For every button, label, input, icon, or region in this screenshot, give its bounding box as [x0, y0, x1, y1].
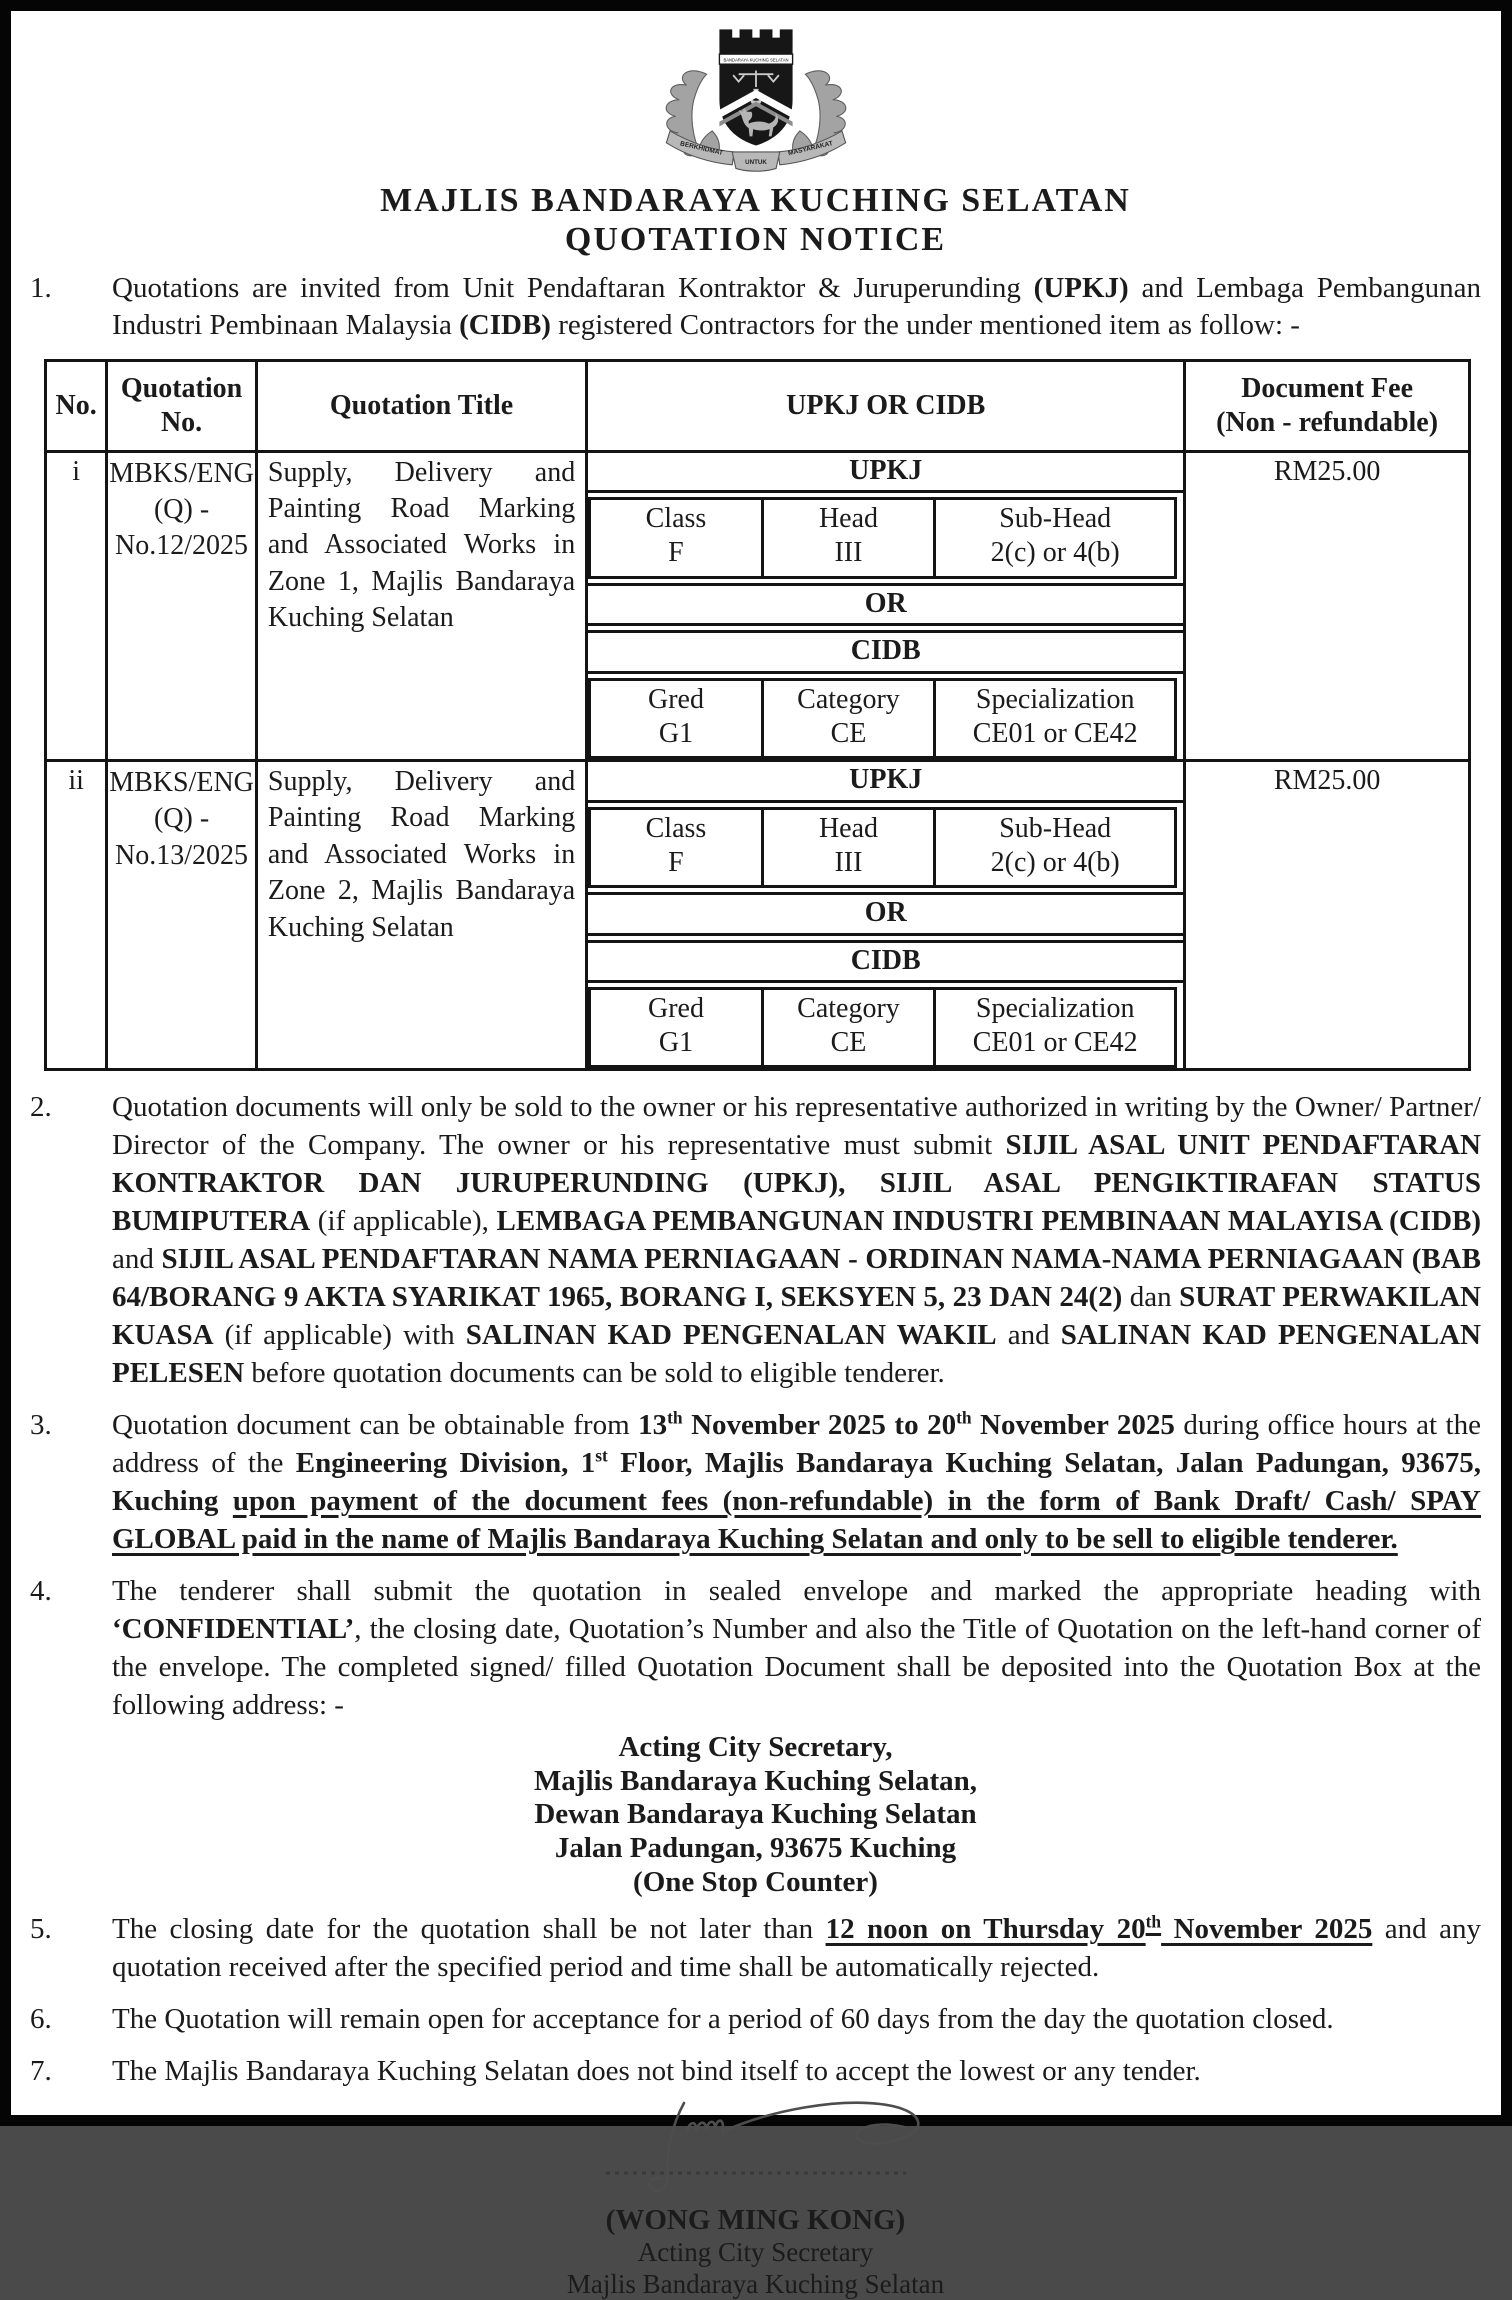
council-crest — [30, 23, 1481, 178]
row-i-category-cell: Category CE — [761, 678, 937, 759]
paragraph-1-number: 1. — [30, 271, 52, 304]
row-i-no: i — [46, 451, 107, 760]
row-ii-cidb-band: CIDB — [588, 940, 1183, 984]
paragraph-6 — [30, 2001, 1481, 2039]
signatory-title: Acting City Secretary — [637, 2237, 874, 2268]
paragraph-4 — [30, 1573, 1481, 1725]
signature-graphic — [516, 2093, 996, 2197]
paragraph-4-text: The tenderer shall submit the quotation in sealed envelope and marked the appropriate heading with ‘CONFIDENTIAL’, the closing date, Quotation’s Number and also the Title of Quotation on the left-hand corner of the envelope. The completed signed/ filled Quotation Document shall be deposited into the Quotation Box at the following address: - — [112, 1575, 1481, 1722]
row-i-gred-cell: Gred G1 — [588, 678, 764, 759]
row-i-fee: RM25.00 — [1185, 451, 1470, 760]
crest-ribbon-right-text: MASYARAKAT — [786, 140, 834, 158]
paragraph-1 — [30, 270, 1481, 346]
paragraph-2 — [30, 1089, 1481, 1393]
row-i-subhead-cell: Sub-Head 2(c) or 4(b) — [933, 497, 1177, 578]
notice-title: QUOTATION NOTICE — [564, 220, 947, 258]
row-i-specialization-cell: Specialization CE01 or CE42 — [933, 678, 1177, 759]
row-ii-subhead-cell: Sub-Head 2(c) or 4(b) — [933, 807, 1177, 888]
paragraph-5-text: The closing date for the quotation shall be not later than 12 noon on Thursday 20th November 2025 and any quotation received after the specified period and time shall be automatically rejected. — [112, 1911, 1481, 1984]
row-i-title: Supply, Delivery and Painting Road Marking and Associated Works in Zone 1, Majlis Bandaraya Kuching Selatan — [256, 451, 586, 760]
address-street: Jalan Padungan, 93675 Kuching — [554, 1832, 957, 1865]
header-quotation-title: Quotation Title — [256, 361, 586, 451]
quotation-table — [44, 359, 1471, 1071]
row-i-head-cell: Head III — [761, 497, 937, 578]
row-i-cidb-band: CIDB — [588, 630, 1183, 674]
address-building: Dewan Bandaraya Kuching Selatan — [534, 1798, 977, 1831]
row-ii-fee: RM25.00 — [1185, 761, 1470, 1070]
row-i-upkj-band: UPKJ — [588, 453, 1183, 494]
row-ii-upkj-cidb — [587, 761, 1185, 1070]
table-row-ii — [46, 761, 1470, 1070]
signatory-name: (WONG MING KONG) — [605, 2204, 906, 2237]
row-ii-no: ii — [46, 761, 107, 1070]
paragraph-1-text: Quotations are invited from Unit Pendaftaran Kontraktor & Juruperunding (UPKJ) and Lembaga Pembangunan Industri Pembinaan Malaysia (CIDB) registered Contractors for the under mentioned item as follow: - — [112, 271, 1481, 342]
paragraph-6-number: 6. — [30, 2003, 52, 2036]
signature-block — [30, 2093, 1481, 2300]
row-ii-gred-cell: Gred G1 — [588, 987, 764, 1068]
document-title-block — [30, 182, 1481, 260]
crest-banner-text: BANDARAYA KUCHING SELATAN — [722, 57, 789, 63]
signature-ink — [649, 2103, 918, 2191]
header-upkj-or-cidb: UPKJ OR CIDB — [587, 361, 1185, 451]
table-row-i — [46, 451, 1470, 760]
paragraph-3-text: Quotation document can be obtainable from 13th November 2025 to 20th November 2025 during office hours at the address of the Engineering Division, 1st Floor, Majlis Bandaraya Kuching Selatan, Jalan Padungan, 93675, Kuching upon payment of the document fees (non-refundable) in the form of Bank Draft/ Cash/ SPAY GLOBAL paid in the name of Majlis Bandaraya Kuching Selatan and only to be sell to eligible tenderer. — [112, 1407, 1481, 1556]
row-i-quotation-no: MBKS/ENG (Q) - No.12/2025 — [107, 451, 257, 760]
row-ii-quotation-no: MBKS/ENG (Q) - No.13/2025 — [107, 761, 257, 1070]
paragraph-7-text: The Majlis Bandaraya Kuching Selatan does not bind itself to accept the lowest or any tender. — [112, 2055, 1201, 2088]
address-organization: Majlis Bandaraya Kuching Selatan, — [533, 1764, 978, 1797]
paragraph-3-number: 3. — [30, 1409, 52, 1442]
table-header-row — [46, 361, 1470, 451]
crest-crenellation — [719, 29, 792, 54]
paragraph-2-number: 2. — [30, 1091, 52, 1124]
header-document-fee: Document Fee (Non - refundable) — [1185, 361, 1470, 451]
paragraph-5-number: 5. — [30, 1913, 52, 1946]
deposit-address-block — [30, 1731, 1481, 1899]
row-i-class-cell: Class F — [588, 497, 764, 578]
signatory-organization: Majlis Bandaraya Kuching Selatan — [566, 2268, 945, 2299]
council-title: MAJLIS BANDARAYA KUCHING SELATAN — [380, 182, 1131, 219]
row-ii-or-band: OR — [588, 892, 1183, 936]
paragraph-6-text: The Quotation will remain open for acceptance for a period of 60 days from the day the quotation closed. — [112, 2003, 1334, 2036]
row-i-or-band: OR — [588, 583, 1183, 627]
row-ii-specialization-cell: Specialization CE01 or CE42 — [933, 987, 1177, 1068]
paragraph-2-text: Quotation documents will only be sold to the owner or his representative authorized in writing by the Owner/ Partner/ Director of the Company. The owner or his representative must submit SIJIL ASAL UNIT PENDAFTARAN KONTRAKTOR DAN JURUPERUNDING (UPKJ), SIJIL ASAL PENGIKTIRAFAN STATUS BUMIPUTERA (if applicable), LEMBAGA PEMBANGUNAN INDUSTRI PEMBINAAN MALAYISA (CIDB) and SIJIL ASAL PENDAFTARAN NAMA PERNIAGAAN - ORDINAN NAMA-NAMA PERNIAGAAN (BAB 64/BORANG 9 AKTA SYARIKAT 1965, BORANG I, SEKSYEN 5, 23 DAN 24(2) dan SURAT PERWAKILAN KUASA (if applicable) with SALINAN KAD PENGENALAN WAKIL and SALINAN KAD PENGENALAN PELESEN before quotation documents can be sold to eligible tenderer. — [112, 1091, 1482, 1390]
paragraph-4-number: 4. — [30, 1575, 52, 1608]
row-ii-head-cell: Head III — [761, 807, 937, 888]
row-i-upkj-cidb — [587, 451, 1185, 760]
header-no: No. — [46, 361, 107, 451]
paragraph-5 — [30, 1911, 1481, 1987]
crest-ribbon-center-text: UNTUK — [744, 158, 767, 166]
paragraph-7 — [30, 2053, 1481, 2091]
paragraph-3 — [30, 1407, 1481, 1559]
header-quotation-no: Quotation No. — [107, 361, 257, 451]
row-ii-title: Supply, Delivery and Painting Road Marking and Associated Works in Zone 2, Majlis Bandaraya Kuching Selatan — [256, 761, 586, 1070]
address-recipient: Acting City Secretary, — [618, 1731, 893, 1764]
row-ii-class-cell: Class F — [588, 807, 764, 888]
row-ii-upkj-band: UPKJ — [588, 762, 1183, 803]
crest-ribbon-left-text: BERKHIDMAT — [678, 140, 724, 158]
row-ii-category-cell: Category CE — [761, 987, 937, 1068]
paragraph-7-number: 7. — [30, 2055, 52, 2088]
crest-graphic — [625, 23, 887, 173]
address-counter: (One Stop Counter) — [633, 1865, 878, 1898]
